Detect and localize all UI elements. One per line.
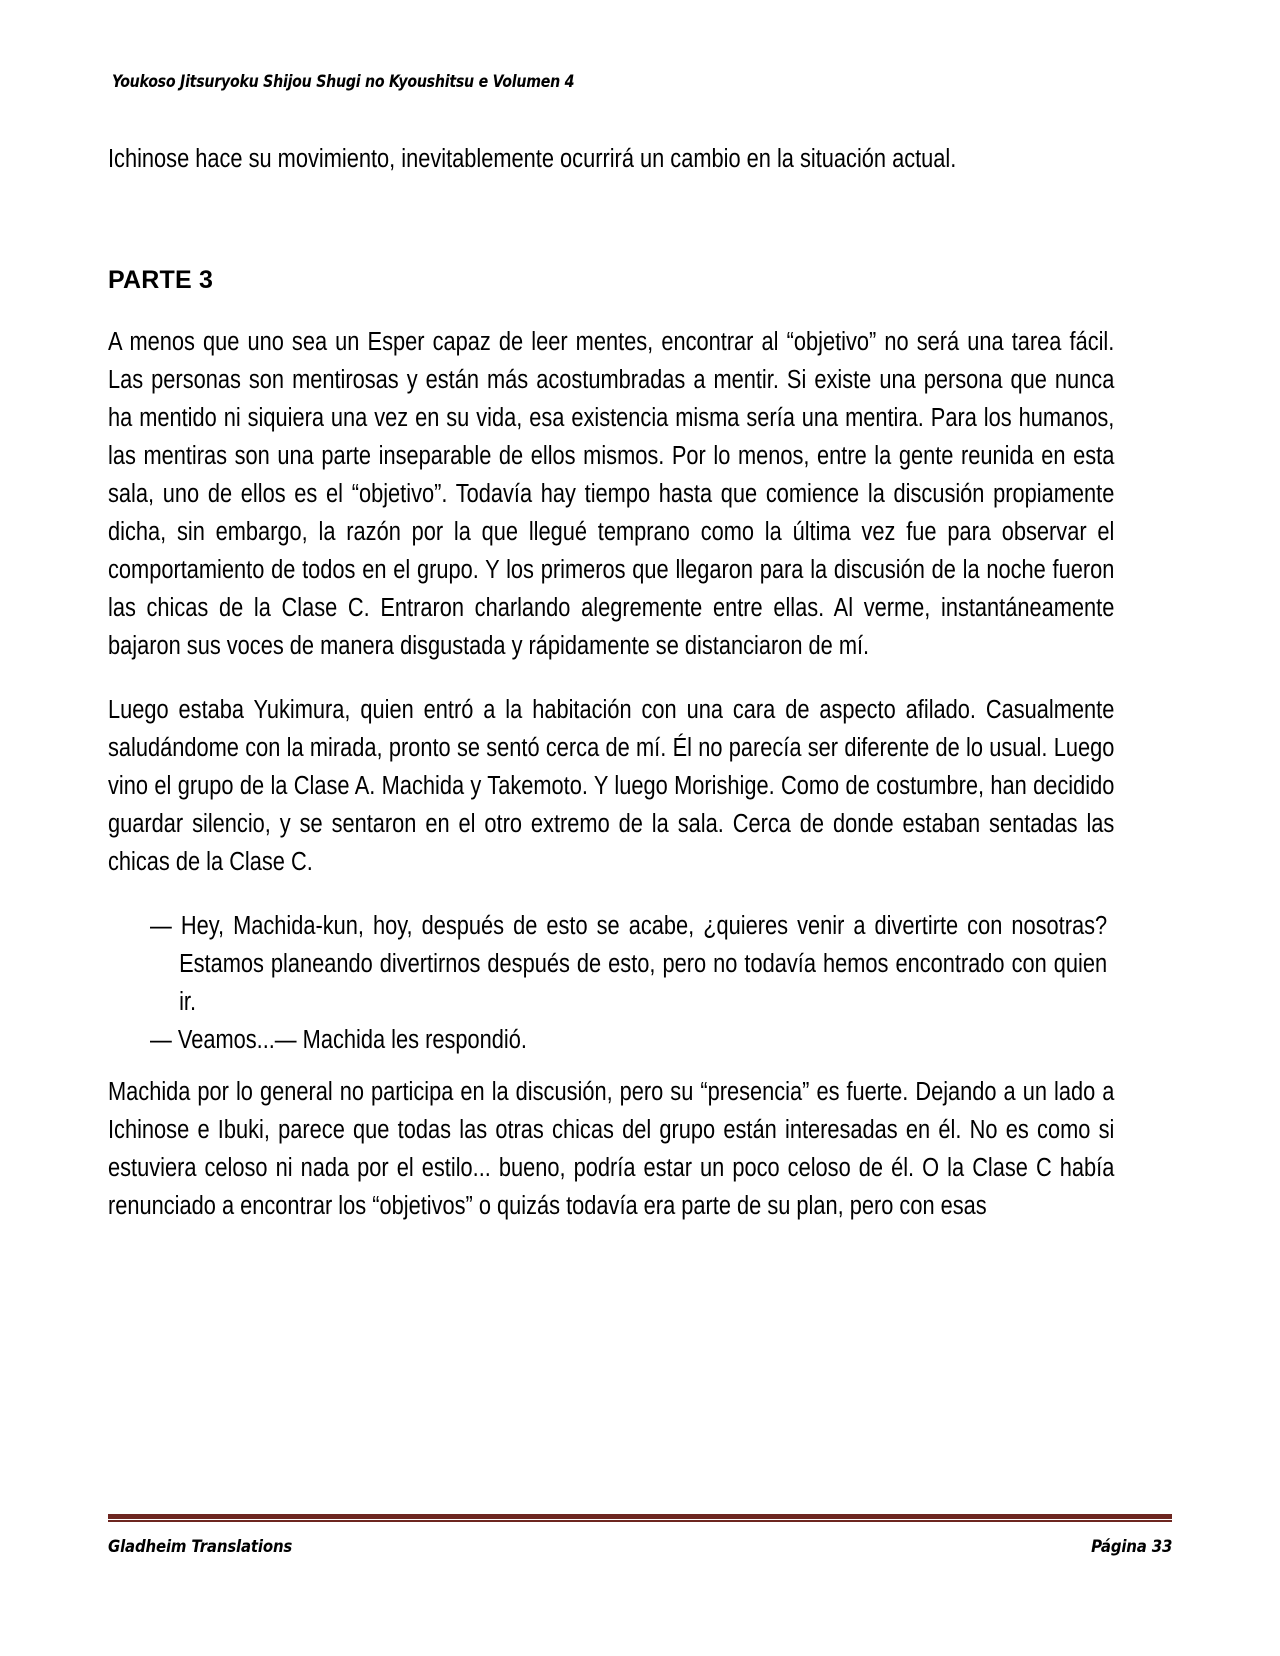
paragraph-1: A menos que uno sea un Esper capaz de leer mentes, encontrar al “objetivo” no será una tarea fácil. Las personas son mentirosas y están más acostumbradas a mentir. Si existe una persona que nunca ha mentido ni siquiera una vez en su vida, esa existencia misma sería una mentira. Para los humanos, las mentiras son una parte inseparable de ellos mismos. Por lo menos, entre la gente reunida en esta sala, uno de ellos es el “objetivo”. Todavía hay tiempo hasta que comience la discusión propiamente dicha, sin embargo, la razón por la que llegué temprano como la última vez fue para observar el comportamiento de todos en el grupo. Y los primeros que llegaron para la discusión de la noche fueron las chicas de la Clase C. Entraron charlando alegremente entre ellas. Al verme, instantáneamente bajaron sus voces de manera disgustada y rápidamente se distanciaron de mí. (108, 328, 1115, 660)
paragraph-3: Machida por lo general no participa en la discusión, pero su “presencia” es fuerte. Dejando a un lado a Ichinose e Ibuki, parece que todas las otras chicas del grupo están interesadas en él. No es como si estuviera celoso ni nada por el estilo... bueno, podría estar un poco celoso de él. O la Clase C había renunciado a encontrar los “objetivos” o quizás todavía era parte de su plan, pero con esas (108, 1078, 1115, 1220)
footer-divider (108, 1514, 1172, 1523)
page-content (108, 140, 1114, 1251)
paragraph-2: Luego estaba Yukimura, quien entró a la habitación con una cara de aspecto afilado. Casualmente saludándome con la mirada, pronto se sentó cerca de mí. Él no parecía ser diferente de lo usual. Luego vino el grupo de la Clase A. Machida y Takemoto. Y luego Morishige. Como de costumbre, han decidido guardar silencio, y se sentaron en el otro extremo de la sala. Cerca de donde estaban sentadas las chicas de la Clase C. (108, 696, 1115, 876)
running-header (112, 72, 1168, 98)
heading-spacer-top (108, 204, 1114, 266)
section-heading-parte-3: PARTE 3 (108, 266, 214, 294)
dialogue-block (108, 907, 1114, 1059)
header-title: Youkoso Jitsuryoku Shijou Shugi no Kyoushitsu e Volumen 4 (112, 72, 575, 91)
page-footer (108, 1514, 1172, 1584)
dialogue-line: — Veamos...— Machida les respondió. (150, 1026, 527, 1054)
footer-page-number: Página 33 (1090, 1537, 1172, 1557)
paragraph-continued: Ichinose hace su movimiento, inevitablemente ocurrirá un cambio en la situación actual. (108, 145, 957, 173)
footer-translator-credit: Gladheim Translations (108, 1537, 293, 1557)
footer-divider-thin-bar (108, 1520, 1172, 1522)
heading-spacer-bottom (108, 295, 1114, 323)
footer-row (108, 1537, 1172, 1557)
dialogue-line: — Hey, Machida-kun, hoy, después de esto se acabe, ¿quieres venir a divertirte con nosotras? Estamos planeando divertirnos después de esto, pero no todavía hemos encontrado con quien ir. (150, 912, 1108, 1016)
